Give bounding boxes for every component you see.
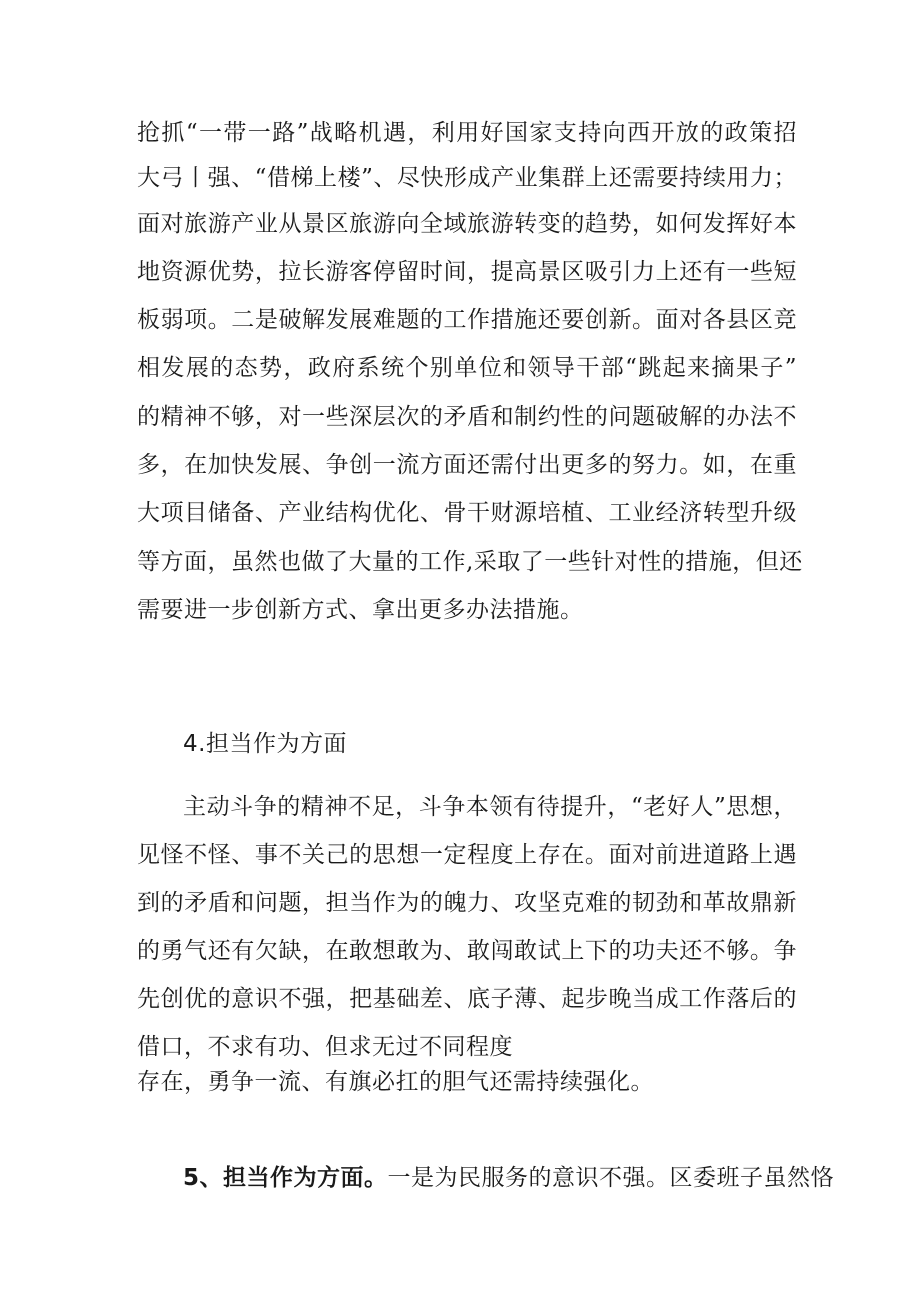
paragraph-line: 需要进一步创新方式、拿出更多办法措施。 xyxy=(137,597,584,623)
paragraph-line: 地资源优势，拉长游客停留时间，提高景区吸引力上还有一些短 xyxy=(137,259,797,285)
paragraph-line: 主动斗争的精神不足，斗争本领有待提升，“老好人”思想， xyxy=(183,794,797,820)
paragraph-line: 存在，勇争一流、有旗必扛的胆气还需持续强化。 xyxy=(137,1069,654,1095)
section-heading-5: 5、担当作为方面。 xyxy=(183,1165,388,1191)
paragraph-line: 先创优的意识不强，把基础差、底子薄、起步晚当成工作落后的 xyxy=(137,986,797,1012)
paragraph-line: 的勇气还有欠缺，在敢想敢为、敢闯敢试上下的功夫还不够。争 xyxy=(137,938,797,964)
paragraph-line: 板弱项。二是破解发展难题的工作措施还要创新。面对各县区竞 xyxy=(137,307,797,333)
paragraph-line: 相发展的态势，政府系统个别单位和领导干部“跳起来摘果子” xyxy=(137,355,797,381)
paragraph-line: 多，在加快发展、争创一流方面还需付出更多的努力。如，在重 xyxy=(137,452,797,478)
section-5-line xyxy=(183,1163,835,1193)
paragraph-line: 见怪不怪、事不关己的思想一定程度上存在。面对前进道路上遇 xyxy=(137,842,797,868)
paragraph-line: 等方面，虽然也做了大量的工作,采取了一些针对性的措施，但还 xyxy=(137,549,803,575)
paragraph-line: 大弓丨强、“借梯上楼”、尽快形成产业集群上还需要持续用力； xyxy=(137,165,797,191)
paragraph-line: 面对旅游产业从景区旅游向全域旅游转变的趋势，如何发挥好本 xyxy=(137,211,797,237)
paragraph-line: 抢抓“一带一路”战略机遇，利用好国家支持向西开放的政策招 xyxy=(137,120,797,146)
paragraph-line: 的精神不够，对一些深层次的矛盾和制约性的问题破解的办法不 xyxy=(137,404,797,430)
paragraph-line: 大项目储备、产业结构优化、骨干财源培植、工业经济转型升级 xyxy=(137,500,797,526)
paragraph-line: 到的矛盾和问题，担当作为的魄力、攻坚克难的韧劲和革故鼎新 xyxy=(137,890,797,916)
paragraph-line: 借口，不求有功、但求无过不同程度 xyxy=(137,1034,513,1060)
section-heading-4: 4.担当作为方面 xyxy=(183,731,347,757)
section-5-text: 一是为民服务的意识不强。区委班子虽然恪 xyxy=(387,1165,835,1191)
